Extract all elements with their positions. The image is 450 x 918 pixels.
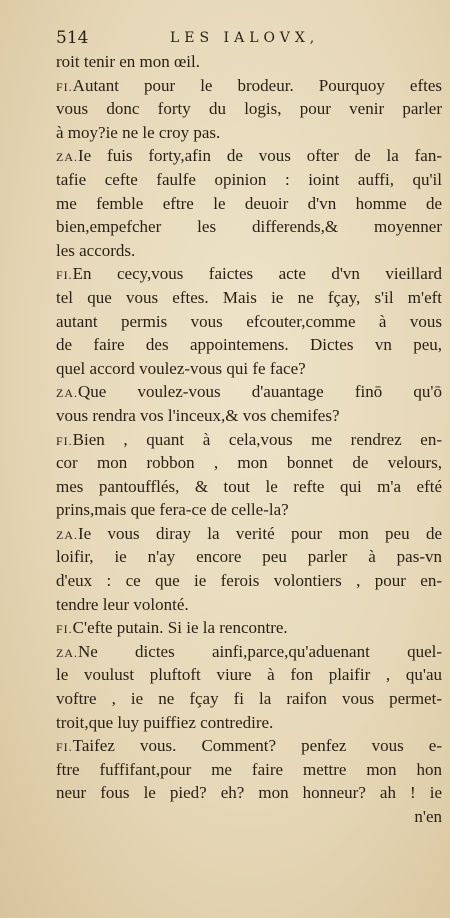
line-text: n'en [414,807,442,826]
line-text: Ne dictes ainfi,parce,qu'aduenant quel- [78,641,442,661]
line-text: tel que vous eftes. Mais ie ne fçay, s'il m'eft [56,287,442,307]
line-text: troit,que luy puiffiez contredire. [56,712,274,732]
text-line [56,74,442,98]
line-text: de faire des appointemens. Dictes vn peu, [56,335,442,355]
text-line [56,451,442,475]
text-line [56,640,442,664]
page-number: 514 [56,28,89,48]
text-line [56,192,442,216]
page-header [0,28,450,52]
speaker-label: ZA. [56,645,78,660]
speaker-label: FI. [56,740,73,755]
text-line [56,498,442,522]
line-text: tafie cefte faulfe opinion : ioint auffi, qu'il [56,169,442,189]
text-line [56,97,442,121]
text-line [56,310,442,334]
text-line [56,404,442,428]
text-line [56,380,442,404]
text-line [56,616,442,640]
line-text: prins,mais que fera-ce de celle-la? [56,500,289,520]
speaker-label: FI. [56,79,73,94]
running-title: LES IALOVX, [170,30,320,46]
line-text: C'efte putain. Si ie la rencontre. [72,618,288,638]
text-line [56,168,442,192]
line-text: bien,empefcher les differends,& moyenner [56,217,442,237]
line-text: Ie vous diray la verité pour mon peu de [78,523,442,543]
speaker-label: ZA. [56,527,78,542]
line-text: vous rendra vos l'inceux,& vos chemifes? [56,405,340,425]
line-text: Taifez vous. Comment? penfez vous e- [72,736,442,756]
text-line [56,286,442,310]
text-line [56,357,442,381]
line-text: voftre , ie ne fçay fi la raifon vous permet- [56,689,442,709]
text-line [56,475,442,499]
text-line [56,545,442,569]
line-text: Que voulez-vous d'auantage finō qu'ō [78,382,442,402]
speaker-label: ZA. [56,386,78,401]
text-line [56,781,442,805]
line-text: neur fous le pied? eh? mon honneur? ah ! ie [56,783,442,803]
line-text: roit tenir en mon œil. [56,52,201,71]
line-text: mes pantoufflés, & tout le refte qui m'a efté [56,476,442,496]
line-text: autant permis vous efcouter,comme à vous [56,311,442,331]
speaker-label: FI. [56,268,73,283]
line-text: En cecy,vous faictes acte d'vn vieillard [72,264,442,284]
text-line [56,593,442,617]
line-text: Bien , quant à cela,vous me rendrez en- [72,429,442,449]
line-text: à moy?ie ne le croy pas. [56,122,221,142]
line-text: les accords. [56,240,136,260]
text-line [56,758,442,782]
text-line [56,262,442,286]
text-line [56,428,442,452]
line-text: cor mon robbon , mon bonnet de velours, [56,453,442,473]
line-text: d'eux : ce que ie ferois volontiers , pour en- [56,571,442,591]
text-line [56,687,442,711]
line-text: me femble eftre le deuoir d'vn homme de [56,193,442,213]
line-text: Autant pour le brodeur. Pourquoy eftes [72,75,442,95]
line-text: ftre fuffifant,pour me faire mettre mon hon [56,759,442,779]
line-text: tendre leur volonté. [56,594,189,614]
text-line [56,144,442,168]
text-line [56,734,442,758]
speaker-label: FI. [56,622,73,637]
line-text: Ie fuis forty,afin de vous ofter de la fan- [78,146,442,166]
text-line [56,663,442,687]
line-text: quel accord voulez-vous qui fe face? [56,358,306,378]
text-line [56,50,442,74]
text-line [56,569,442,593]
text-line [56,215,442,239]
text-line [56,711,442,735]
speaker-label: ZA. [56,150,78,165]
text-line [56,121,442,145]
text-line [56,805,442,829]
speaker-label: FI. [56,433,73,448]
line-text: le voulust pluftoft viure à fon plaifir , qu'au [56,665,442,685]
text-line [56,522,442,546]
text-line [56,333,442,357]
text-block [56,50,442,829]
line-text: vous donc forty du logis, pour venir parler [56,99,442,119]
text-line [56,239,442,263]
line-text: loifir, ie n'ay encore peu parler à pas-vn [56,547,442,567]
